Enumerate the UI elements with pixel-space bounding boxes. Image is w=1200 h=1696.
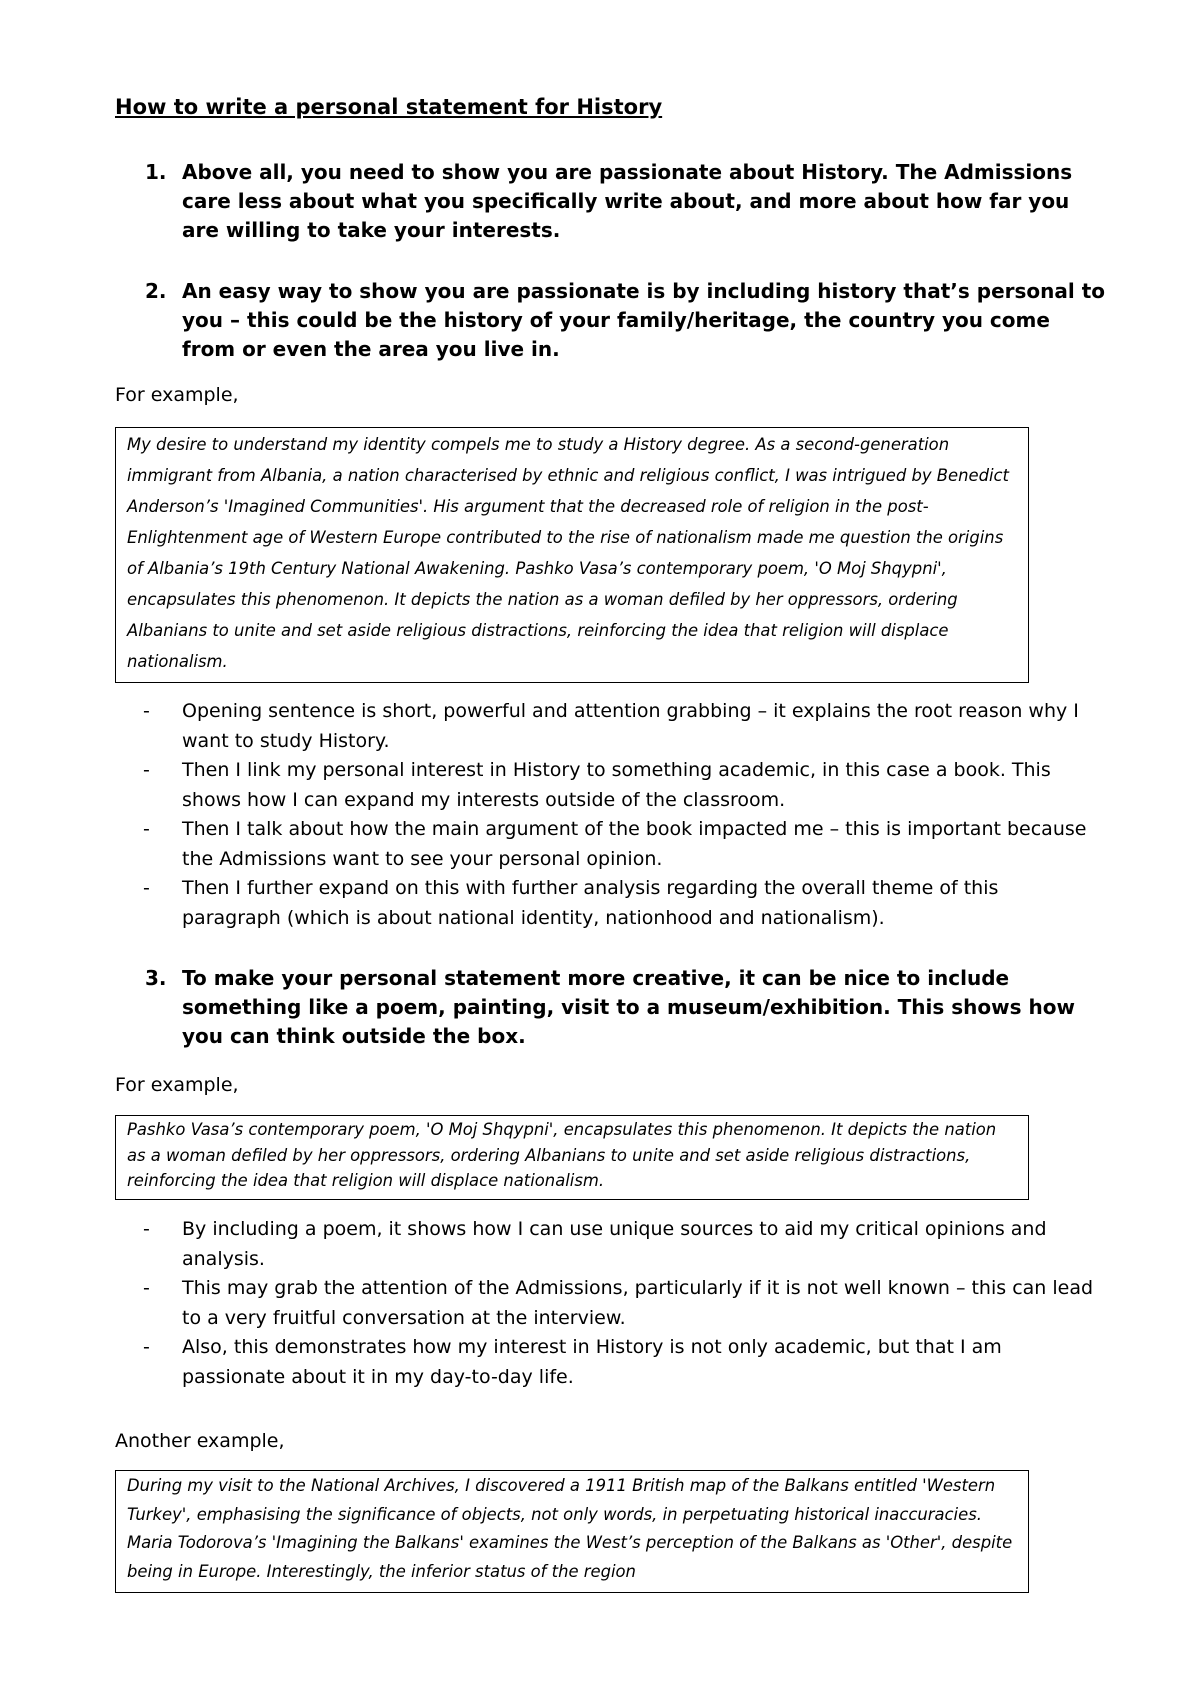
bullet-dash: - [143, 759, 150, 781]
bullet-dash: - [143, 877, 150, 899]
example-quote-box: During my visit to the National Archives, I discovered a 1911 British map of the Balkans entitled 'Western Turkey', emphasising the significance of objects, not only words, in perpetuating historical inaccuracies. Maria Todorova’s 'Imagining the Balkans' examines the West’s perception of the Balkans as 'Other', despite being in Europe. Interestingly, the inferior status of the region [115, 1470, 1029, 1593]
example-quote-box: My desire to understand my identity compels me to study a History degree. As a second-generation immigrant from Albania, a nation characterised by ethnic and religious conflict, I was intrigued by Benedict Anderson’s 'Imagined Communities'. His argument that the decreased role of religion in the post-Enlightenment age of Western Europe contributed to the rise of nationalism made me question the origins of Albania’s 19th Century National Awakening. Pashko Vasa’s contemporary poem, 'O Moj Shqypni', encapsulates this phenomenon. It depicts the nation as a woman defiled by her oppressors, ordering Albanians to unite and set aside religious distractions, reinforcing the idea that religion will displace nationalism. [115, 427, 1029, 683]
bullet-text: Then I talk about how the main argument of the book impacted me – this is important because the Admissions want to see your personal opinion. [182, 818, 1087, 870]
bullet-text: By including a poem, it shows how I can use unique sources to aid my critical opinions and analysis. [182, 1218, 1047, 1270]
bullet-dash: - [143, 1336, 150, 1358]
numbered-point-2 [145, 277, 1105, 364]
bullet-text: Then I further expand on this with further analysis regarding the overall theme of this paragraph (which is about national identity, nationhood and nationalism). [182, 877, 999, 929]
bullet-text: Opening sentence is short, powerful and attention grabbing – it explains the root reason why I want to study History. [182, 700, 1079, 752]
example-label: For example, [115, 384, 239, 406]
bullet-item [143, 874, 1103, 933]
example-quote-box: Pashko Vasa’s contemporary poem, 'O Moj Shqypni', encapsulates this phenomenon. It depicts the nation as a woman defiled by her oppressors, ordering Albanians to unite and set aside religious distractions, reinforcing the idea that religion will displace nationalism. [115, 1115, 1029, 1200]
numbered-point-1 [145, 158, 1105, 245]
bullet-item [143, 697, 1103, 756]
bullet-item [143, 1333, 1103, 1392]
bullet-dash: - [143, 1277, 150, 1299]
bullet-item [143, 756, 1103, 815]
bullet-list [143, 697, 1103, 933]
bullet-dash: - [143, 700, 150, 722]
example-label: Another example, [115, 1430, 285, 1452]
point-number: 3. [145, 966, 167, 990]
bullet-item [143, 815, 1103, 874]
point-number: 1. [145, 160, 167, 184]
bullet-list [143, 1215, 1103, 1392]
point-number: 2. [145, 279, 167, 303]
bullet-text: This may grab the attention of the Admissions, particularly if it is not well known – this can lead to a very fruitful conversation at the interview. [182, 1277, 1094, 1329]
point-text: An easy way to show you are passionate is by including history that’s personal to you – this could be the history of your family/heritage, the country you come from or even the area you live in. [182, 279, 1105, 361]
page-title: How to write a personal statement for History [115, 95, 663, 119]
bullet-dash: - [143, 1218, 150, 1240]
bullet-text: Then I link my personal interest in History to something academic, in this case a book. This shows how I can expand my interests outside of the classroom. [182, 759, 1051, 811]
bullet-item [143, 1215, 1103, 1274]
numbered-point-3 [145, 964, 1105, 1051]
bullet-item [143, 1274, 1103, 1333]
point-text: To make your personal statement more creative, it can be nice to include something like a poem, painting, visit to a museum/exhibition. This shows how you can think outside the box. [182, 966, 1075, 1048]
example-label: For example, [115, 1074, 239, 1096]
bullet-dash: - [143, 818, 150, 840]
point-text: Above all, you need to show you are passionate about History. The Admissions care less about what you specifically write about, and more about how far you are willing to take your interests. [182, 160, 1073, 242]
bullet-text: Also, this demonstrates how my interest in History is not only academic, but that I am passionate about it in my day-to-day life. [182, 1336, 1002, 1388]
